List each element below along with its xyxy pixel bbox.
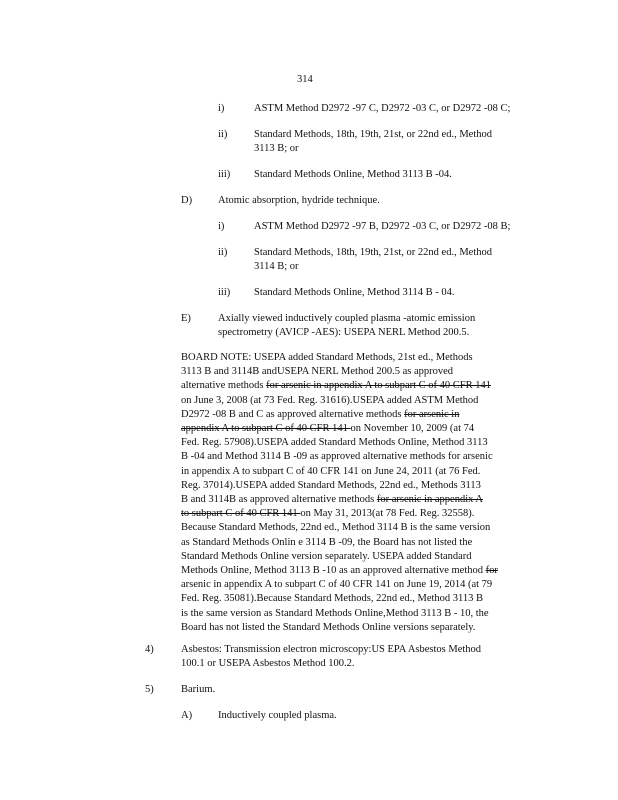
list-item-text: Asbestos: Transmission electron microscopy:US EPA Asbestos Method — [181, 644, 482, 655]
board-note-line: Standard Methods Online version separately. USEPA added Standard — [181, 550, 472, 562]
board-note-line: to subpart C of 40 CFR 141 on May 31, 2013(at 78 Fed. Reg. 32558). — [181, 508, 475, 520]
struck-text: appendix A to subpart C of 40 CFR 141 — [181, 423, 351, 435]
list-item-text: Axially viewed inductively coupled plasma -atomic emission — [218, 313, 476, 324]
list-label: E) — [181, 313, 191, 324]
board-note-line: D2972 -08 B and C as approved alternative methods for arsenic in — [181, 408, 460, 420]
list-label: i) — [218, 103, 225, 114]
list-item-text: Standard Methods, 18th, 19th, 21st, or 22nd ed., Method — [254, 247, 492, 258]
list-label: 4) — [145, 644, 154, 655]
board-note-line: Board has not listed the Standard Methods Online versions separately. — [181, 621, 476, 633]
board-note-line: alternative methods for arsenic in appendix A to subpart C of 40 CFR 141 — [181, 380, 491, 392]
board-note-line: appendix A to subpart C of 40 CFR 141 on November 10, 2009 (at 74 — [181, 423, 475, 435]
page-number: 314 — [297, 74, 313, 85]
list-label: iii) — [218, 287, 231, 298]
list-item-text: Atomic absorption, hydride technique. — [218, 195, 380, 206]
board-note-line: arsenic in appendix A to subpart C of 40 CFR 141 on June 19, 2014 (at 79 — [181, 579, 493, 591]
list-label: iii) — [218, 169, 231, 180]
board-note-line: Fed. Reg. 35081).Because Standard Methods, 22nd ed., Method 3113 B — [181, 593, 484, 605]
board-note-line: Because Standard Methods, 22nd ed., Method 3114 B is the same version — [181, 522, 491, 534]
list-label: i) — [218, 221, 225, 232]
struck-text: for — [485, 565, 498, 577]
struck-text: to subpart C of 40 CFR 141 — [181, 508, 301, 520]
list-item-text: ASTM Method D2972 -97 C, D2972 -03 C, or D2972 -08 C; — [254, 103, 511, 114]
list-item-text: 3113 B; or — [254, 143, 299, 154]
list-label: ii) — [218, 129, 228, 140]
list-item-text: ASTM Method D2972 -97 B, D2972 -03 C, or D2972 -08 B; — [254, 221, 511, 232]
board-note-line: is the same version as Standard Methods Online,Method 3113 B - 10, the — [181, 607, 489, 619]
list-item-text: Inductively coupled plasma. — [218, 710, 337, 721]
list-item-text: 3114 B; or — [254, 261, 299, 272]
list-label: A) — [181, 710, 193, 721]
list-item-text: spectrometry (AVICP -AES): USEPA NERL Method 200.5. — [218, 327, 470, 338]
board-note-line: BOARD NOTE: USEPA added Standard Methods, 21st ed., Methods — [181, 352, 473, 363]
board-note-line: on June 3, 2008 (at 73 Fed. Reg. 31616).USEPA added ASTM Method — [181, 394, 479, 406]
board-note-line: 3113 B and 3114B andUSEPA NERL Method 200.5 as approved — [181, 366, 454, 378]
list-item-text: 100.1 or USEPA Asbestos Method 100.2. — [181, 658, 355, 669]
list-label: D) — [181, 195, 193, 206]
struck-text: for arsenic in appendix A — [376, 494, 483, 506]
struck-text: for arsenic in — [404, 408, 460, 420]
list-item-text: Standard Methods Online, Method 3114 B - 04. — [254, 287, 455, 298]
board-note-line: Fed. Reg. 57908).USEPA added Standard Methods Online, Method 3113 — [181, 437, 488, 449]
list-item-text: Barium. — [181, 684, 216, 695]
struck-text: for arsenic in appendix A to subpart C of 40 CFR 141 — [266, 380, 491, 392]
list-item-text: Standard Methods Online, Method 3113 B -04. — [254, 169, 452, 180]
list-item-text: Standard Methods, 18th, 19th, 21st, or 22nd ed., Method — [254, 129, 492, 140]
board-note-line: as Standard Methods Onlin e 3114 B -09, the Board has not listed the — [181, 536, 473, 548]
list-label: 5) — [145, 684, 154, 695]
board-note-line: in appendix A to subpart C of 40 CFR 141 on June 24, 2011 (at 76 Fed. — [181, 465, 481, 477]
board-note-line: Methods Online, Method 3113 B -10 as an approved alternative method for — [181, 565, 498, 577]
board-note-line: B -04 and Method 3114 B -09 as approved alternative methods for arsenic — [181, 451, 493, 463]
list-label: ii) — [218, 247, 228, 258]
board-note-line: Reg. 37014).USEPA added Standard Methods, 22nd ed., Methods 3113 — [181, 479, 481, 491]
board-note-line: B and 3114B as approved alternative methods for arsenic in appendix A — [181, 494, 483, 506]
board-note — [181, 351, 541, 635]
